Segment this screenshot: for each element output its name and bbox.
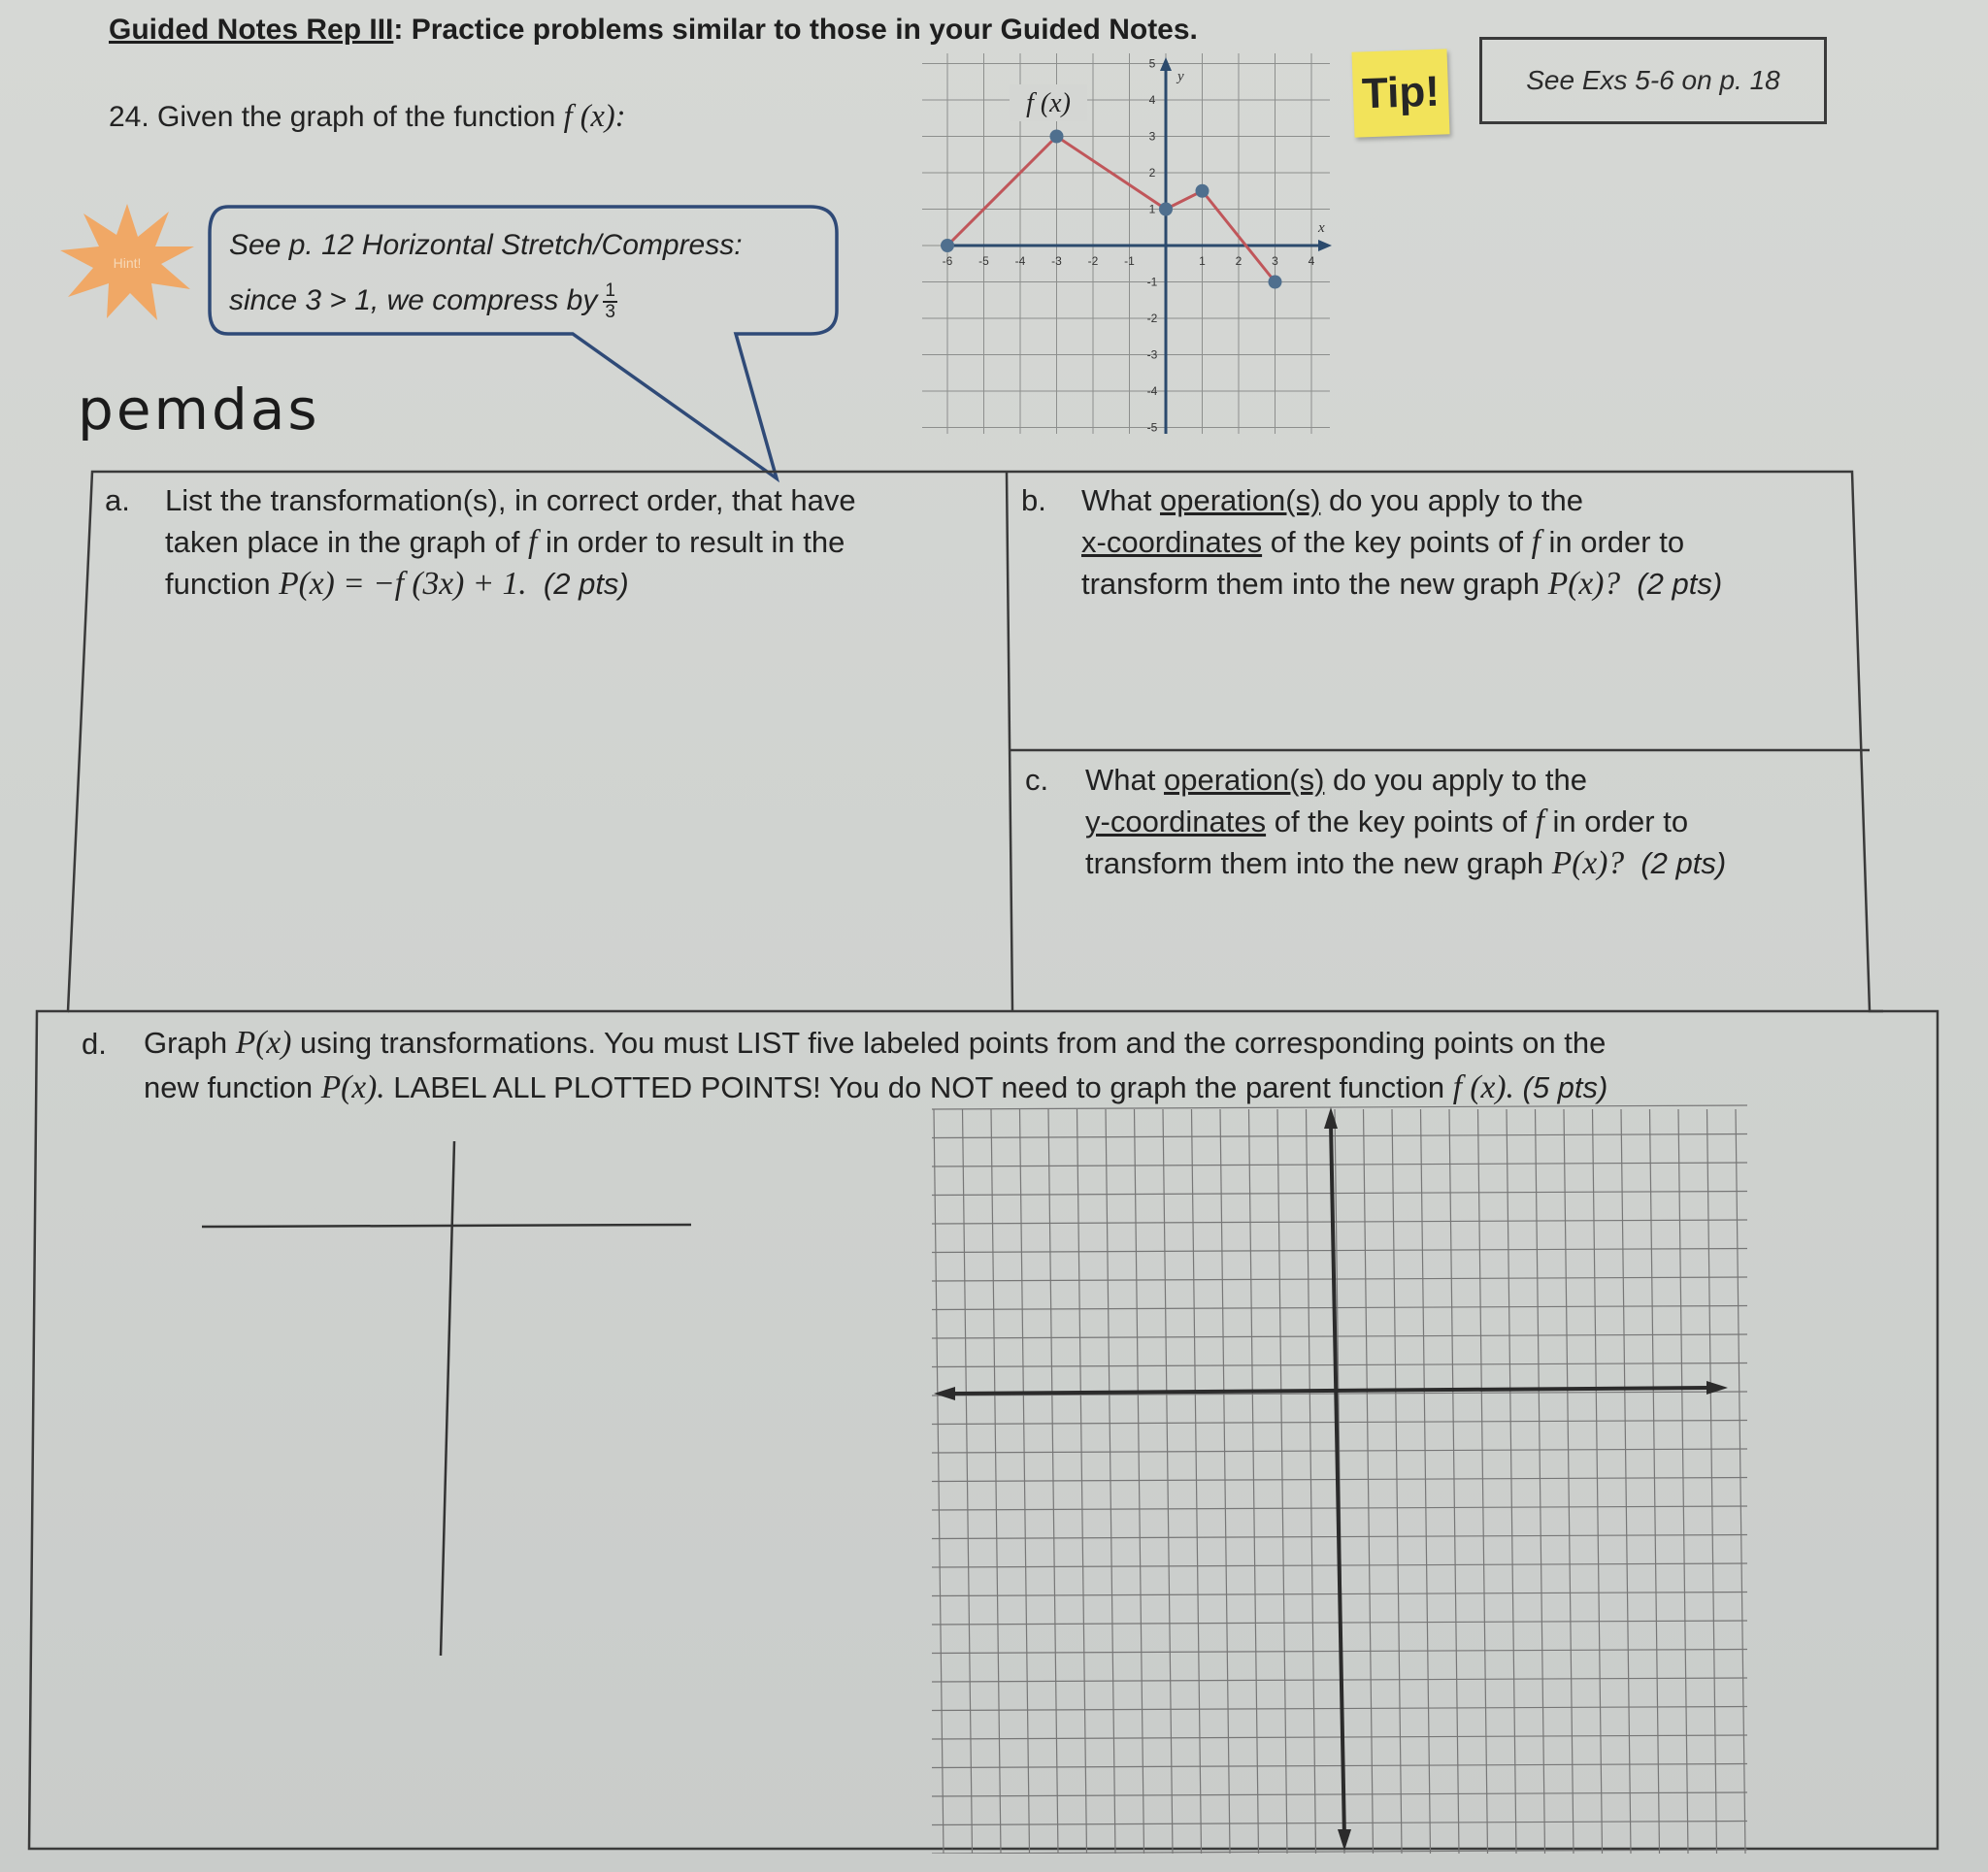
part-b-rest-3: in order to [1548, 525, 1685, 559]
grid-line-vertical [1192, 1109, 1202, 1854]
part-c-px: P(x)? [1551, 845, 1625, 881]
p-y-axis [1331, 1123, 1344, 1839]
x-tick-label: -2 [1087, 254, 1099, 268]
part-b-line-2 [1081, 521, 1722, 563]
problem-function-label: f (x): [563, 99, 626, 134]
part-c-letter: c. [1025, 763, 1049, 797]
part-a-line-2-rest: in order to result in the [545, 525, 845, 559]
hint-line-1: See p. 12 Horizontal Stretch/Compress: [229, 229, 743, 261]
grid-line-vertical [1106, 1109, 1115, 1854]
grid-line-horizontal [932, 1306, 1747, 1310]
grid-line-horizontal [932, 1163, 1747, 1166]
part-b-px: P(x)? [1547, 566, 1621, 602]
part-a-answer-area[interactable] [49, 602, 1000, 1004]
tip-reference-text: See Exs 5-6 on p. 18 [1526, 65, 1780, 95]
handwritten-pemdas: pemdas [78, 377, 320, 443]
grid-line-vertical [1307, 1109, 1316, 1854]
title-rep-label: Guided Notes Rep III [109, 14, 394, 46]
t-chart-answer-area[interactable] [194, 1145, 699, 1650]
x-tick-label: -4 [1014, 254, 1026, 268]
title-rest: : Practice problems similar to those in your Guided Notes. [393, 14, 1198, 46]
x-tick-label: -3 [1051, 254, 1062, 268]
grid-line-horizontal [932, 1764, 1747, 1768]
grid-line-horizontal [932, 1192, 1747, 1196]
part-b-prefix: What [1081, 483, 1152, 517]
part-b-line-1 [1081, 479, 1722, 521]
grid-line-vertical [1077, 1109, 1087, 1854]
part-a-line-2-text: taken place in the graph of [165, 525, 520, 559]
grid-line-vertical [1678, 1109, 1688, 1854]
part-b-rest-2: of the key points of [1270, 525, 1523, 559]
part-c-line-2 [1085, 801, 1726, 842]
grid-line-vertical [1277, 1109, 1287, 1854]
part-d-line-1-px: P(x) [235, 1025, 292, 1061]
y-tick-label: 2 [1148, 166, 1156, 180]
part-b-question [1081, 479, 1722, 605]
part-a-letter: a. [105, 483, 130, 517]
part-d-points: (5 pts) [1522, 1070, 1608, 1104]
problem-number-text: 24. Given the graph of the function [109, 101, 556, 133]
grid-line-horizontal [932, 1792, 1747, 1796]
y-tick-label: -1 [1146, 275, 1158, 289]
part-b-points: (2 pts) [1637, 567, 1723, 601]
part-b-f: f [1531, 524, 1541, 560]
x-tick-label: 4 [1308, 254, 1315, 268]
grid-line-horizontal [932, 1822, 1747, 1825]
hint-fraction-denominator: 3 [605, 302, 615, 322]
grid-line-horizontal [932, 1277, 1747, 1281]
part-c-line-3-text: transform them into the new graph [1085, 846, 1544, 880]
grid-line-horizontal [932, 1707, 1747, 1711]
y-tick-label: 4 [1148, 93, 1156, 107]
part-b-rest-1: do you apply to the [1329, 483, 1584, 517]
part-a-right-border [1007, 472, 1012, 1011]
x-tick-label: 3 [1272, 254, 1278, 268]
y-tick-label: 3 [1148, 129, 1156, 144]
y-tick-label: -5 [1146, 420, 1158, 435]
y-tick-label: -3 [1146, 347, 1158, 362]
part-d-line-2-px: P(x). [320, 1069, 385, 1105]
grid-line-horizontal [932, 1220, 1747, 1224]
y-tick-label: -2 [1146, 312, 1158, 325]
part-c-line-1 [1085, 759, 1726, 801]
grid-line-vertical [1135, 1109, 1144, 1854]
grid-line-vertical [1707, 1109, 1717, 1854]
grid-line-vertical [1220, 1109, 1230, 1854]
hint-star-label: Hint! [113, 255, 142, 271]
part-b-letter: b. [1021, 483, 1046, 517]
part-b-coordinates: x-coordinates [1081, 525, 1263, 559]
tip-sticker-label: Tip! [1361, 67, 1441, 118]
x-axis-label: x [1318, 220, 1325, 236]
part-d-line-2-fx: f (x). [1452, 1069, 1514, 1105]
grid-line-horizontal [932, 1105, 1747, 1109]
x-tick-label: 1 [1199, 254, 1206, 268]
part-d-line-1-b: using transformations. You must LIST five labeled points from and the corresponding points on the [300, 1026, 1607, 1060]
part-a-line-3 [165, 563, 856, 605]
y-tick-label: -4 [1146, 384, 1158, 398]
x-tick-label: -6 [942, 254, 953, 268]
f-label: f (x) [1026, 88, 1071, 118]
p-y-axis-down-arrow-icon [1338, 1829, 1351, 1851]
y-axis-label: y [1177, 69, 1184, 84]
part-a-f: f [528, 524, 538, 560]
grid-line-vertical [1392, 1109, 1402, 1854]
grid-line-horizontal [932, 1850, 1747, 1854]
part-b-line-3 [1081, 563, 1722, 605]
part-c-coordinates: y-coordinates [1085, 805, 1267, 838]
part-b-answer-area[interactable] [1014, 607, 1859, 742]
part-a-question [165, 479, 856, 605]
part-c-answer-area[interactable] [1014, 888, 1869, 1004]
part-d-line-1-a: Graph [144, 1026, 228, 1060]
grid-line-horizontal [932, 1134, 1747, 1138]
x-tick-label: 2 [1235, 254, 1242, 268]
part-a-points: (2 pts) [543, 567, 629, 601]
grid-line-vertical [1249, 1109, 1259, 1854]
graph-p-blank-grid[interactable] [922, 1101, 1757, 1854]
grid-line-horizontal [932, 1334, 1747, 1338]
grid-line-vertical [1163, 1109, 1173, 1854]
part-c-question [1085, 759, 1726, 884]
part-a-line-2 [165, 521, 856, 563]
grid-line-horizontal [932, 1735, 1747, 1739]
part-c-operation: operation(s) [1163, 763, 1325, 797]
grid-line-vertical [1736, 1109, 1745, 1854]
p-x-axis-right-arrow-icon [1706, 1381, 1728, 1395]
part-d-line-2-b: LABEL ALL PLOTTED POINTS! You do NOT need to graph the parent function [393, 1070, 1445, 1104]
y-tick-label: 5 [1148, 56, 1156, 71]
part-d-line-2-a: new function [144, 1070, 314, 1104]
p-y-axis-up-arrow-icon [1324, 1107, 1338, 1129]
part-c-rest-3: in order to [1552, 805, 1689, 838]
part-a-equation: P(x) = −f (3x) + 1. [279, 566, 527, 602]
grid-line-vertical [1364, 1109, 1374, 1854]
part-d-letter: d. [82, 1027, 107, 1061]
part-c-rest-1: do you apply to the [1333, 763, 1588, 797]
part-c-f: f [1535, 804, 1544, 839]
y-tick-label: 1 [1148, 202, 1156, 216]
part-c-points: (2 pts) [1640, 846, 1727, 880]
part-d-line-1 [144, 1021, 1607, 1066]
hint-line-2-text: since 3 > 1, we compress by [229, 283, 598, 316]
part-a-line-1: List the transformation(s), in correct order, that have [165, 483, 856, 517]
hint-fraction-numerator: 1 [605, 280, 615, 301]
part-c-rest-2: of the key points of [1274, 805, 1527, 838]
part-c-line-3 [1085, 842, 1726, 884]
grid-line-horizontal [932, 1249, 1747, 1253]
x-tick-label: -1 [1124, 254, 1135, 268]
part-d-question [144, 1021, 1607, 1110]
part-b-line-3-text: transform them into the new graph [1081, 567, 1541, 601]
part-b-operation: operation(s) [1159, 483, 1321, 517]
x-tick-label: -5 [978, 254, 989, 268]
part-a-line-3-prefix: function [165, 567, 271, 601]
part-c-prefix: What [1085, 763, 1156, 797]
